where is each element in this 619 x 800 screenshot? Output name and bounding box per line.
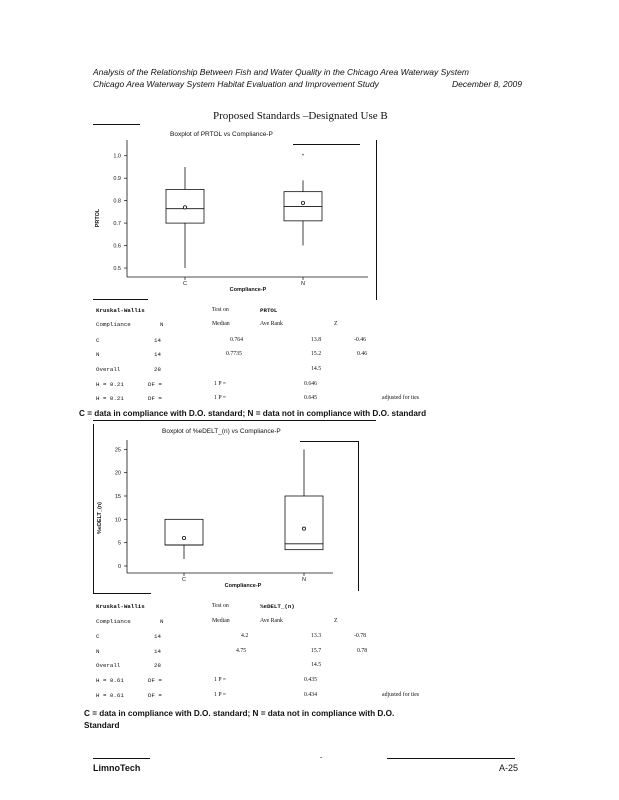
table2-kw: Kruskal-Wallis — [96, 603, 145, 610]
table2-r1-z: -0.78 — [354, 633, 367, 639]
note2-line1: C = data in compliance with D.O. standard; N = data not in compliance with D.O. — [84, 709, 395, 718]
chart1-outlier: * — [301, 153, 305, 160]
chart1-ylabel: PRTOL — [95, 208, 101, 228]
table2-h-z: Z — [334, 618, 338, 624]
chart2-mean — [182, 536, 185, 539]
table1-h-averank: Ave Rank — [260, 321, 283, 327]
table2-overall: Overall — [96, 662, 121, 669]
table1-teston: Test on — [212, 307, 229, 313]
chart2-bottom-rule — [93, 593, 151, 594]
chart1-mean — [301, 201, 304, 204]
chart2-box — [165, 519, 203, 545]
table1-h2-pval: 0.645 — [304, 395, 318, 401]
table1-r1-rank: 13.8 — [311, 337, 322, 343]
table2-h1-h: H = 0.61 — [96, 677, 124, 684]
note1-rule — [93, 420, 376, 421]
table2-h1-pval: 0.435 — [304, 677, 318, 683]
table1-r2-rank: 15.2 — [311, 351, 322, 357]
table2-h2-h: H = 0.61 — [96, 692, 124, 699]
table2-r1-rank: 13.3 — [311, 633, 322, 639]
chart2-ytick-label: 15 — [114, 494, 121, 500]
chart1-mean — [183, 206, 186, 209]
header-line2: Chicago Area Waterway System Habitat Evaluation and Improvement Study — [93, 79, 379, 89]
table2-r2-n: 14 — [154, 648, 161, 655]
chart1-ytick-label: 0.6 — [113, 243, 121, 250]
chart2-ytick-label: 10 — [114, 517, 121, 524]
chart1-plot — [93, 138, 378, 300]
chart2-ylabel: %eDELT_(n) — [97, 502, 103, 534]
table2-h-averank: Ave Rank — [260, 618, 283, 624]
chart2-ytick-label: 25 — [114, 447, 121, 454]
footer-left-rule — [93, 758, 150, 759]
table1-overall: Overall — [96, 366, 121, 373]
footer-mark: - — [320, 753, 323, 761]
table1-h1-h: H = 0.21 — [96, 381, 124, 388]
table1-h1-pval: 0.646 — [304, 381, 318, 387]
table1-r1-n: 14 — [154, 337, 161, 344]
note2-line2: Standard — [84, 721, 120, 730]
table2-r1-group: C — [96, 633, 100, 640]
table1-h1-df: DF = — [148, 381, 162, 388]
chart2-box — [285, 496, 323, 550]
table2-r1-n: 14 — [154, 633, 161, 640]
table2-h1-df: DF = — [148, 677, 162, 684]
table2-r2-median: 4.75 — [236, 648, 247, 654]
table1-r1-median: 0.764 — [230, 337, 244, 343]
footer-company: LimnoTech — [93, 763, 141, 773]
chart1-ytick-label: 0.5 — [113, 266, 121, 273]
chart2-plot — [93, 438, 363, 594]
table2-h1-p: 1 P = — [214, 677, 227, 683]
chart2-ytick-label: 5 — [117, 540, 121, 547]
table1-h-median: Median — [212, 321, 230, 327]
chart1-ytick-label: 0.9 — [113, 176, 121, 183]
chart1-ytick-label: 0.7 — [113, 221, 121, 228]
table1-h-compliance: Compliance — [96, 321, 131, 328]
table1-overall-rank: 14.5 — [311, 366, 322, 372]
chart2-mean — [302, 527, 305, 530]
chart1-xtick-label: N — [301, 281, 305, 287]
table1-overall-n: 28 — [154, 366, 161, 373]
page-title: Proposed Standards –Designated Use B — [213, 110, 388, 122]
table2-teston: Test on — [212, 603, 229, 609]
table1-h2-note: adjusted for ties — [382, 395, 420, 401]
table2-var: %eDELT_(n) — [260, 603, 295, 610]
footer-right-rule — [387, 758, 515, 759]
table2-r1-median: 4.2 — [241, 633, 249, 639]
table1-r2-median: 0.7735 — [226, 351, 242, 357]
chart1-ytick-label: 1.0 — [113, 153, 121, 160]
chart2-ytick-label: 20 — [114, 470, 121, 477]
table2-h2-note: adjusted for ties — [382, 692, 420, 698]
table2-h2-p: 1 P = — [214, 692, 227, 698]
table1-rule — [93, 299, 148, 300]
table1-r2-n: 14 — [154, 351, 161, 358]
table2-overall-n: 28 — [154, 662, 161, 669]
table1-r2-z: 0.46 — [357, 351, 368, 357]
table2-h-median: Median — [212, 618, 230, 624]
table2-r2-rank: 15.7 — [311, 648, 322, 654]
chart1-xtick-label: C — [183, 281, 187, 287]
table1-h2-df: DF = — [148, 395, 162, 402]
table2-r2-z: 0.78 — [357, 648, 368, 654]
table1-r2-group: N — [96, 351, 100, 358]
table2-h-n: N — [160, 618, 164, 625]
table2-h2-pval: 0.434 — [304, 692, 318, 698]
table1-h1-p: 1 P = — [214, 381, 227, 387]
table1-h-z: Z — [334, 321, 338, 327]
chart1-ytick-label: 0.8 — [113, 198, 121, 205]
chart2-xtick-label: C — [182, 577, 186, 583]
table1-r1-group: C — [96, 337, 100, 344]
title-rule — [93, 124, 140, 125]
table2-h-compliance: Compliance — [96, 618, 131, 625]
footer-page: A-25 — [499, 763, 519, 773]
chart2-ytick-label: 0 — [117, 564, 121, 570]
table1-var: PRTOL — [260, 307, 278, 314]
chart1-xlabel: Compliance-P — [229, 287, 267, 293]
chart2-xtick-label: N — [302, 577, 306, 583]
chart1-title: Boxplot of PRTOL vs Compliance-P — [170, 131, 273, 138]
table1-kw: Kruskal-Wallis — [96, 307, 145, 314]
table1-h2-p: 1 P = — [214, 395, 227, 401]
table2-r2-group: N — [96, 648, 100, 655]
table1-r1-z: -0.46 — [354, 337, 367, 343]
header-line1: Analysis of the Relationship Between Fish and Water Quality in the Chicago Area Waterway System — [93, 67, 469, 77]
note1: C = data in compliance with D.O. standard; N = data not in compliance with D.O. standard — [79, 409, 427, 418]
table2-overall-rank: 14.5 — [311, 662, 322, 668]
header-date: December 8, 2009 — [452, 79, 522, 89]
table1-h-n: N — [160, 321, 164, 328]
table2-h2-df: DF = — [148, 692, 162, 699]
chart2-xlabel: Compliance-P — [224, 583, 262, 589]
chart2-title: Boxplot of %eDELT_(n) vs Compliance-P — [162, 428, 281, 435]
table1-h2-h: H = 0.21 — [96, 395, 124, 402]
